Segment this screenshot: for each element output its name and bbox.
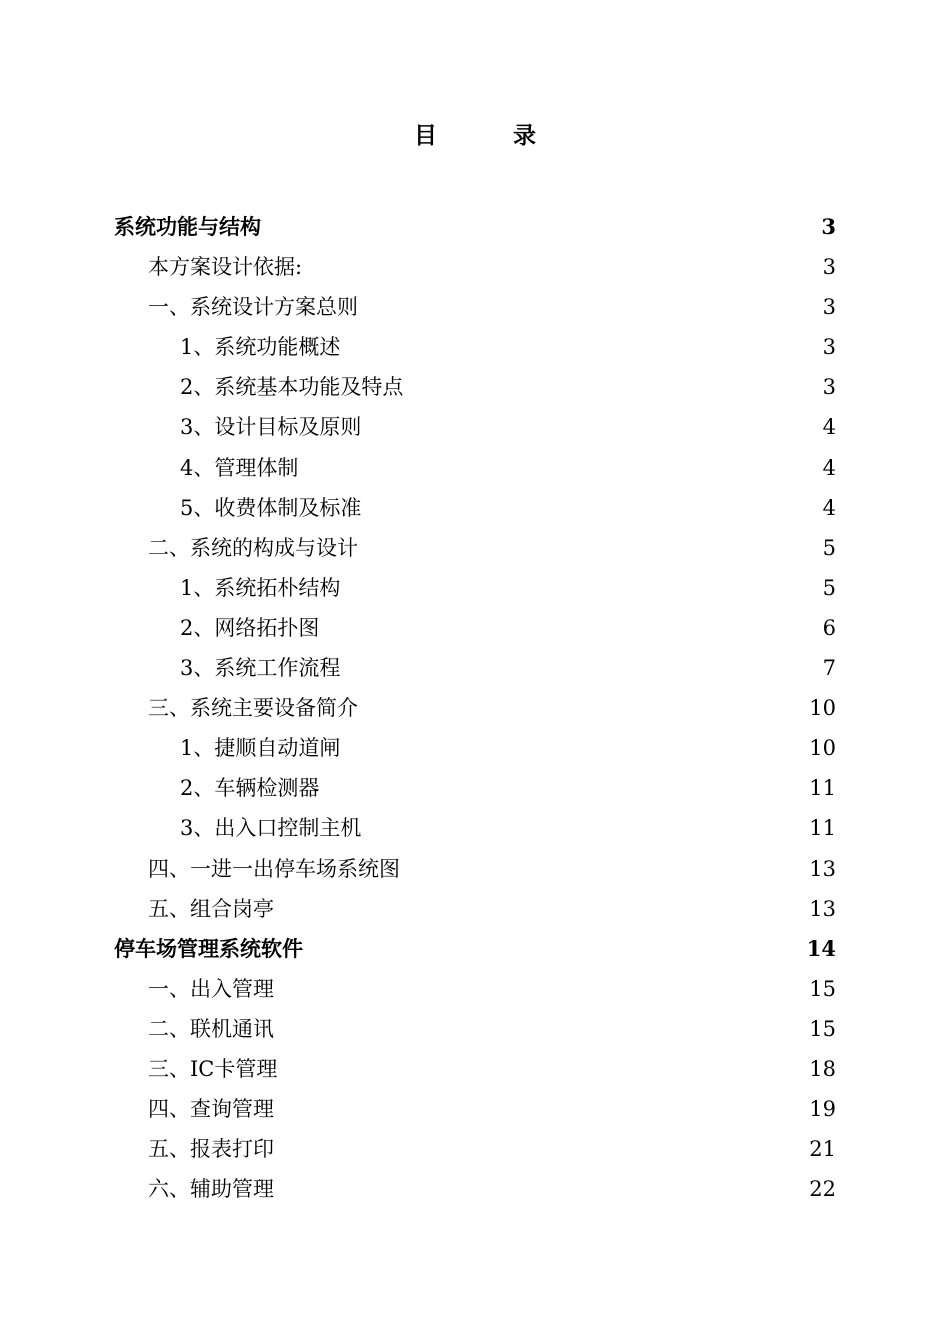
- toc-title: 目 录: [413, 122, 570, 149]
- toc-entry-label: 3、出入口控制主机: [180, 816, 362, 841]
- toc-entry[interactable]: [0, 327, 950, 367]
- toc-entry-label: 5、收费体制及标准: [180, 495, 362, 520]
- toc-entry-label: 1、系统功能概述: [180, 335, 341, 360]
- toc-entry-page-number: 14: [806, 935, 836, 961]
- toc-entry-page-number: 15: [809, 1016, 836, 1041]
- toc-entry-page-number: 11: [809, 776, 836, 801]
- toc-entry-page-number: 10: [809, 736, 836, 761]
- toc-entry-page-number: 4: [822, 495, 836, 520]
- toc-entry[interactable]: [0, 448, 950, 488]
- toc-entry[interactable]: [0, 407, 950, 447]
- toc-entry[interactable]: [0, 889, 950, 929]
- toc-entry-label: 二、联机通讯: [148, 1016, 274, 1041]
- toc-entry-page-number: 22: [809, 1177, 836, 1202]
- toc-entry[interactable]: [0, 728, 950, 768]
- toc-entry[interactable]: [0, 688, 950, 728]
- toc-entry-label: 五、报表打印: [148, 1137, 274, 1162]
- toc-entry-page-number: 3: [822, 375, 836, 400]
- toc-entry[interactable]: [0, 1009, 950, 1049]
- toc-entry-label: 2、车辆检测器: [180, 776, 320, 801]
- toc-entry-label: 二、系统的构成与设计: [148, 535, 358, 560]
- toc-entry-page-number: 18: [809, 1056, 836, 1081]
- toc-entry-label: 本方案设计依据:: [148, 255, 303, 280]
- toc-entry-label: 一、系统设计方案总则: [148, 295, 358, 320]
- toc-entry[interactable]: [0, 929, 950, 969]
- toc-entry-page-number: 6: [822, 615, 836, 640]
- toc-entry[interactable]: [0, 1129, 950, 1169]
- toc-entry-label: 停车场管理系统软件: [114, 935, 303, 961]
- toc-entry[interactable]: [0, 1169, 950, 1209]
- toc-entry[interactable]: [0, 207, 950, 247]
- toc-entry-page-number: 15: [809, 976, 836, 1001]
- toc-entry-page-number: 7: [822, 656, 836, 681]
- toc-entry[interactable]: [0, 247, 950, 287]
- toc-entry[interactable]: [0, 969, 950, 1009]
- toc-entry-page-number: 4: [822, 455, 836, 480]
- toc-entry-page-number: 3: [821, 214, 836, 239]
- toc-entry[interactable]: [0, 849, 950, 889]
- toc-entry-page-number: 13: [809, 856, 836, 881]
- toc-entry-page-number: 3: [822, 295, 836, 320]
- toc-entry[interactable]: [0, 528, 950, 568]
- toc-entry-label: 一、出入管理: [148, 976, 274, 1001]
- toc-entry[interactable]: [0, 1089, 950, 1129]
- toc-entry[interactable]: [0, 768, 950, 808]
- toc-entry-label: 1、捷顺自动道闸: [180, 736, 341, 761]
- toc-entry[interactable]: [0, 648, 950, 688]
- toc-entry-page-number: 11: [809, 816, 836, 841]
- toc-entry-label: 1、系统拓朴结构: [180, 575, 341, 600]
- toc-entry-page-number: 4: [822, 415, 836, 440]
- toc-entry-page-number: 3: [822, 255, 836, 280]
- toc-entry[interactable]: [0, 568, 950, 608]
- toc-entry[interactable]: [0, 367, 950, 407]
- toc-entry-label: 4、管理体制: [180, 455, 299, 480]
- toc-entry-label: 三、系统主要设备简介: [148, 696, 358, 721]
- toc-entry-label: 3、系统工作流程: [180, 656, 341, 681]
- toc-entry[interactable]: [0, 608, 950, 648]
- toc-entry-label: 3、设计目标及原则: [180, 415, 362, 440]
- toc-list: [0, 207, 950, 1209]
- toc-entry-label: 五、组合岗亭: [148, 896, 274, 921]
- toc-entry-label: 四、一进一出停车场系统图: [148, 856, 400, 881]
- toc-entry-page-number: 5: [822, 535, 836, 560]
- toc-entry-label: 2、系统基本功能及特点: [180, 375, 404, 400]
- toc-entry-page-number: 21: [809, 1137, 836, 1162]
- toc-entry[interactable]: [0, 287, 950, 327]
- toc-entry-label: 六、辅助管理: [148, 1177, 274, 1202]
- toc-entry-label: 三、IC卡管理: [148, 1056, 278, 1081]
- toc-entry-page-number: 19: [809, 1097, 836, 1122]
- toc-entry[interactable]: [0, 488, 950, 528]
- toc-entry-label: 系统功能与结构: [114, 214, 261, 239]
- toc-entry[interactable]: [0, 808, 950, 848]
- toc-entry-label: 2、网络拓扑图: [180, 615, 320, 640]
- toc-entry-page-number: 5: [822, 575, 836, 600]
- toc-entry[interactable]: [0, 1049, 950, 1089]
- toc-entry-page-number: 3: [822, 335, 836, 360]
- toc-entry-page-number: 10: [809, 696, 836, 721]
- toc-entry-page-number: 13: [809, 896, 836, 921]
- toc-entry-label: 四、查询管理: [148, 1097, 274, 1122]
